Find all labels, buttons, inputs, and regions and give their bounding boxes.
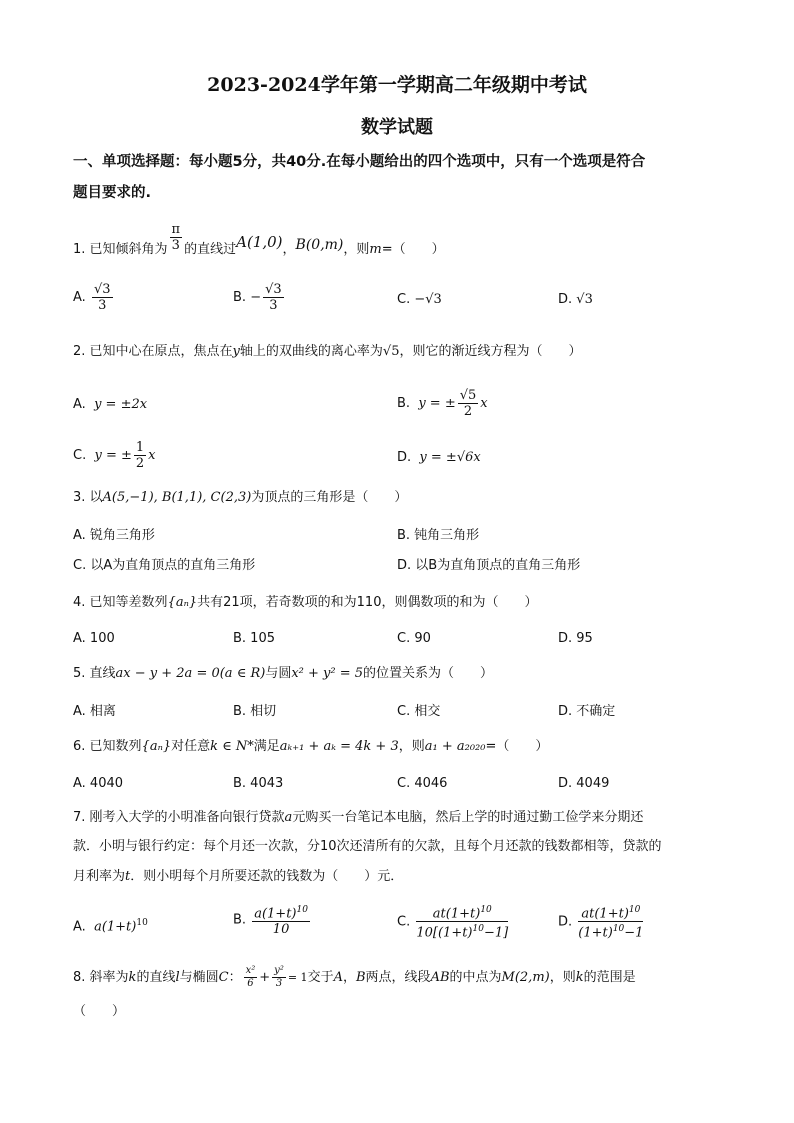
q1-prefix: 1. 已知倾斜角为 [73,242,168,257]
q8-text-d: ： [228,970,242,985]
q4-text-a: 4. 已知等差数列 [73,595,168,610]
q1-a-fraction [92,282,113,313]
q1-option-c[interactable] [397,291,442,309]
q7-c-den: 10[(1+t) [416,925,473,941]
q7-a-exp: 10 [136,918,148,928]
q4-seq: {aₙ} [167,595,198,610]
q7-line3-a: 月利率为 [73,869,126,884]
q2-b-post: x [480,396,488,411]
q1-a-num: √3 [93,282,111,297]
q1-frac-num: π [171,222,181,237]
q2-c-num: 1 [135,440,145,455]
q7-option-b[interactable] [233,903,312,937]
q7-line3-b: ．则小明每个月所要还款的钱数为（ ）元． [130,869,404,884]
q1-point-a: A(1,0) [236,233,283,251]
q2-text-a: 2. 已知中心在原点，焦点在 [73,344,233,359]
question-3 [73,489,407,507]
q7-line1-b: 元购买一台笔记本电脑，然后上学的时通过勤工俭学来分期还 [292,810,644,825]
q8-point-b: B [355,970,366,985]
q8-l: l [175,970,180,985]
q1-b-sign: − [250,290,262,305]
q7-option-a[interactable] [73,914,148,936]
q8-text-e: 交于 [307,970,334,985]
q7-option-c[interactable] [397,903,510,941]
q1-c-label: C. [397,292,411,307]
q4-option-a[interactable]: A. 100 [73,631,115,646]
q8-three: 3 [275,978,283,989]
q5-line-equation: ax − y + 2a = 0(a ∈ R) [115,666,266,681]
q2-option-a[interactable] [73,396,147,414]
q1-b-den: 3 [269,298,278,313]
q7-d-den: (1+t) [578,925,613,941]
q7-c-den-tail: −1] [483,925,509,941]
q8-y2: y² [274,965,284,976]
q2-option-d[interactable] [397,449,481,467]
q8-text-i: 的范围是 [583,970,636,985]
q4-option-b[interactable]: B. 105 [233,631,275,646]
q8-k2: k [575,970,584,985]
q8-eq: = 1 [287,971,308,984]
q7-c-num-exp: 10 [480,905,492,915]
q8-text-g: 的中点为 [449,970,502,985]
question-7-line3 [73,868,403,886]
q8-text-f: 两点，线段 [365,970,431,985]
q7-a-label: A. [73,919,86,935]
q7-t: t [125,869,131,884]
q6-text-c: 满足 [253,739,280,754]
q2-d-text: y = ±√6x [419,450,481,465]
q6-text-e: =（ ） [485,739,549,754]
q2-b-num: √5 [459,388,477,403]
q2-c-post: x [148,448,156,463]
q5-text-c: 的位置关系为（ ） [363,666,494,681]
q2-c-den: 2 [135,456,145,471]
q8-x2: x² [245,965,256,976]
question-2 [73,343,582,361]
q3-text-b: 为顶点的三角形是（ ） [251,490,408,505]
question-1 [73,222,445,265]
q6-condition: k ∈ N* [210,739,254,754]
section-heading-line2: 题目要求的. [73,185,152,201]
q6-option-b[interactable]: B. 4043 [233,776,284,791]
q2-b-label: B. [397,396,411,411]
q3-option-d[interactable]: D. 以B为直角顶点的直角三角形 [397,558,581,573]
q2-b-fraction [458,388,479,419]
q7-d-num: at(1+t) [581,906,629,922]
q5-option-d[interactable]: D. 不确定 [558,704,616,719]
q6-text-a: 6. 已知数列 [73,739,142,754]
q7-b-fraction [252,903,310,937]
q6-option-d[interactable]: D. 4049 [558,776,610,791]
q8-text-a: 8. 斜率为 [73,970,129,985]
q7-option-d[interactable] [558,903,645,941]
q4-option-c[interactable]: C. 90 [397,631,431,646]
q8-point-a: A [333,970,343,985]
q7-b-den: 10 [272,922,290,938]
q1-d-text: √3 [576,292,593,307]
q8-text-b: 的直线 [136,970,176,985]
q8-ellipse-name: C [218,970,229,985]
q3-option-b[interactable]: B. 钝角三角形 [397,528,480,543]
q7-b-num-exp: 10 [296,905,308,915]
q7-a-text: a(1+t) [94,919,137,935]
q1-end: =（ ） [381,242,445,257]
q7-d-fraction [578,903,643,941]
q2-eccentricity: √5 [382,344,400,359]
q8-y2-fraction [272,965,286,990]
q7-d-label: D. [558,914,573,930]
q5-option-b[interactable]: B. 相切 [233,704,277,719]
q1-b-fraction [263,282,284,313]
q5-text-b: 与圆 [265,666,292,681]
q7-d-den-tail: −1 [624,925,644,941]
q2-text-c: ，则它的渐近线方程为（ ） [399,344,582,359]
q2-option-b[interactable] [397,388,488,419]
question-8-line1: 8. 斜率为k的直线l与椭圆C： $\frac{\text{x²}}{6}$ + $\frac{\text{y²}}{3}$ = 1交于A，B两点，线段AB的中点为M(2,m)，则k的范围是 [73,965,636,989]
q7-c-fraction [416,903,508,941]
q7-c-label: C. [397,914,411,930]
q8-text-c: 与椭圆 [179,970,219,985]
q5-option-c[interactable]: C. 相交 [397,704,441,719]
q6-text-d: ，则 [398,739,425,754]
q1-frac-den: 3 [171,238,180,253]
q7-c-num: at(1+t) [432,906,481,922]
q2-c-label: C. [73,448,87,463]
q1-tail: ，则 [343,242,370,257]
q8-comma: ， [342,970,356,985]
question-6 [73,738,548,756]
q2-a-label: A. [73,397,86,412]
question-5 [73,665,493,683]
q6-target: a₁ + a₂₀₂₀ [424,739,486,754]
q2-y: y [232,344,240,359]
q2-b-pre: y = ± [418,396,456,411]
q1-a-label: A. [73,290,86,305]
question-8-line2: （ ） [73,1004,126,1019]
q6-seq: {aₙ} [141,739,172,754]
q1-c-text: −√3 [414,292,442,307]
q7-b-num: a(1+t) [254,906,297,922]
q1-option-a[interactable] [73,282,115,313]
q8-six: 6 [247,978,254,989]
q1-option-d[interactable] [558,291,593,309]
q6-option-c[interactable]: C. 4046 [397,776,448,791]
q1-a-den: 3 [98,298,107,313]
q4-option-d[interactable]: D. 95 [558,631,593,646]
q1-option-b[interactable] [233,282,286,313]
q6-recurrence: aₖ₊₁ + aₖ = 4k + 3 [279,739,399,754]
q1-var-m: m [369,242,382,257]
question-4 [73,594,537,612]
q1-d-label: D. [558,292,573,307]
q3-text-a: 3. 以 [73,490,103,505]
exam-subtitle: 数学试题 [361,117,433,138]
q8-k: k [128,970,137,985]
q4-text-b: 共有21项，若奇数项的和为110，则偶数项的和为（ ） [197,595,538,610]
question-7-line1 [73,809,643,827]
q2-c-fraction [134,440,146,471]
q7-d-num-exp: 10 [628,905,641,915]
q8-text-h: ，则 [549,970,576,985]
q1-sep: ， [282,242,296,257]
q6-text-b: 对任意 [171,739,211,754]
q3-points: A(5,−1), B(1,1), C(2,3) [102,490,252,505]
q5-circle-equation: x² + y² = 5 [291,666,364,681]
q5-text-a: 5. 直线 [73,666,116,681]
q7-c-den-exp: 10 [472,924,484,935]
q8-segment-ab: AB [430,970,450,985]
q8-midpoint: M(2,m) [501,970,550,985]
q2-option-c[interactable] [73,440,156,471]
q1-angle-fraction [170,222,183,253]
q1-b-num: √3 [265,282,282,297]
q7-b-label: B. [233,912,247,928]
section-heading-line1: 一、单项选择题：每小题5分，共40分.在每小题给出的四个选项中，只有一个选项是符合 [73,154,646,170]
q3-option-c[interactable]: C. 以A为直角顶点的直角三角形 [73,558,256,573]
q8-x2-fraction [244,965,258,990]
exam-title: 2023-2024学年第一学期高二年级期中考试 [207,74,587,96]
q2-text-b: 轴上的双曲线的离心率为 [239,344,383,359]
q2-d-label: D. [397,450,412,465]
q7-line1-a: 7. 刚考入大学的小明准备向银行贷款 [73,810,285,825]
q2-c-pre: y = ± [94,448,132,463]
q7-d-den-exp: 10 [612,924,625,935]
q5-option-a[interactable]: A. 相离 [73,704,116,719]
q1-b-label: B. [233,290,247,305]
q7-a: a [284,810,293,825]
question-7-line2: 款．小明与银行约定：每个月还一次款，分10次还清所有的欠款，且每个月还款的钱数都相等，贷款的 [73,839,662,854]
q1-point-b: B(0,m) [295,237,344,253]
q1-mid: 的直线过 [184,242,237,257]
q2-b-den: 2 [463,404,473,419]
q2-a-text: y = ±2x [94,397,148,412]
q3-option-a[interactable]: A. 锐角三角形 [73,528,155,543]
q6-option-a[interactable]: A. 4040 [73,776,124,791]
